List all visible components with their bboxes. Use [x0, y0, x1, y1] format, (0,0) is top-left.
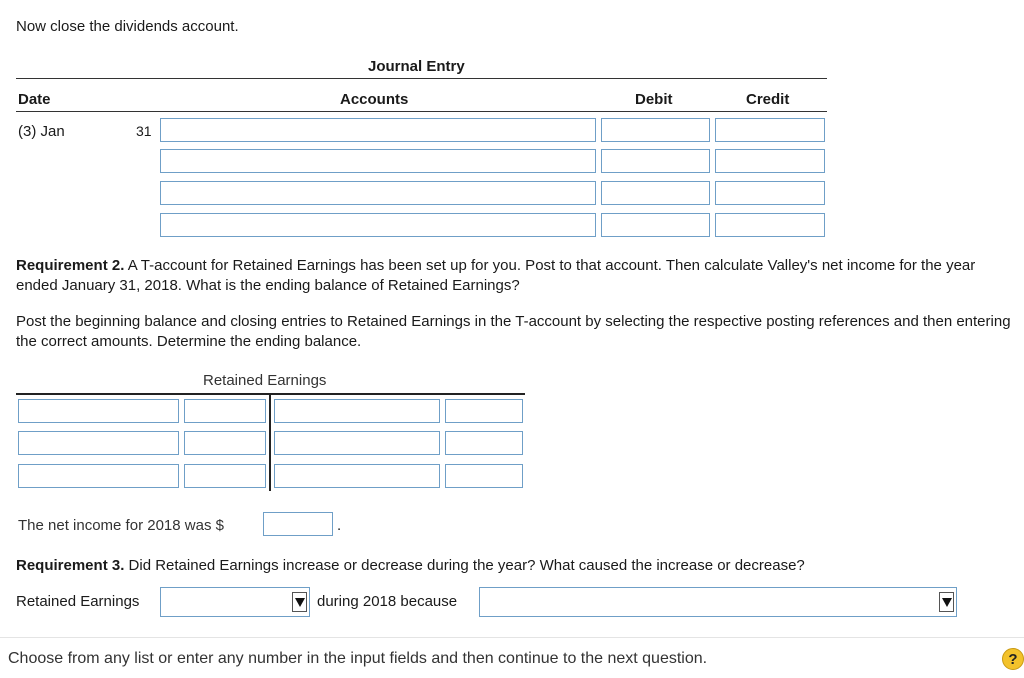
- taccount-left-amount-2[interactable]: [184, 431, 266, 455]
- account-input-2[interactable]: [160, 149, 596, 173]
- requirement-2-text: A T-account for Retained Earnings has been set up for you. Post to that account. Then calculate Valley's net income for the year ended January 31, 2018. What is the ending balance of Retained Earnings?: [16, 257, 976, 294]
- increase-decrease-select[interactable]: [160, 587, 310, 617]
- cause-select[interactable]: [479, 587, 957, 617]
- credit-input-4[interactable]: [715, 213, 825, 237]
- account-input-1[interactable]: [160, 118, 596, 142]
- requirement-2: [16, 256, 1020, 296]
- credit-input-1[interactable]: [715, 118, 825, 142]
- instruction-text: Now close the dividends account.: [16, 18, 239, 35]
- net-income-input[interactable]: [263, 512, 333, 536]
- journal-title: Journal Entry: [368, 58, 465, 75]
- col-header-date: Date: [18, 91, 51, 108]
- debit-input-1[interactable]: [601, 118, 710, 142]
- taccount-left-ref-3[interactable]: [18, 464, 179, 488]
- col-header-credit: Credit: [746, 91, 790, 108]
- requirement-3: [16, 556, 1020, 576]
- entry-date-label: (3) Jan: [18, 123, 65, 140]
- taccount-right-amount-1[interactable]: [445, 399, 523, 423]
- net-income-period: .: [337, 517, 342, 534]
- re-middle-label: during 2018 because: [317, 593, 458, 610]
- entry-day: 31: [136, 123, 152, 139]
- debit-input-3[interactable]: [601, 181, 710, 205]
- col-header-accounts: Accounts: [340, 91, 409, 108]
- requirement-3-label: Requirement 3.: [16, 557, 125, 574]
- taccount-right-ref-3[interactable]: [274, 464, 440, 488]
- account-input-3[interactable]: [160, 181, 596, 205]
- taccount-left-amount-1[interactable]: [184, 399, 266, 423]
- taccount-left-ref-2[interactable]: [18, 431, 179, 455]
- taccount-left-ref-1[interactable]: [18, 399, 179, 423]
- debit-input-2[interactable]: [601, 149, 710, 173]
- taccount-right-ref-2[interactable]: [274, 431, 440, 455]
- net-income-label: The net income for 2018 was $: [18, 517, 224, 534]
- taccount-right-amount-3[interactable]: [445, 464, 523, 488]
- credit-input-3[interactable]: [715, 181, 825, 205]
- dropdown-arrow-icon[interactable]: [939, 592, 954, 612]
- footer-divider: [0, 637, 1024, 638]
- help-icon[interactable]: ?: [1002, 648, 1024, 670]
- footer-instruction: Choose from any list or enter any number in the input fields and then continue to the next question.: [8, 650, 708, 667]
- debit-input-4[interactable]: [601, 213, 710, 237]
- journal-header-rule: [16, 111, 827, 112]
- taccount-right-amount-2[interactable]: [445, 431, 523, 455]
- taccount-right-ref-1[interactable]: [274, 399, 440, 423]
- taccount-left-amount-3[interactable]: [184, 464, 266, 488]
- dropdown-arrow-icon[interactable]: [292, 592, 307, 612]
- journal-title-rule: [16, 78, 827, 79]
- re-prefix-label: Retained Earnings: [16, 593, 140, 610]
- requirement-3-text: Did Retained Earnings increase or decrease during the year? What caused the increase or decrease?: [124, 557, 805, 574]
- account-input-4[interactable]: [160, 213, 596, 237]
- requirement-2-label: Requirement 2.: [16, 257, 125, 274]
- credit-input-2[interactable]: [715, 149, 825, 173]
- col-header-debit: Debit: [635, 91, 673, 108]
- taccount-divider: [269, 393, 271, 491]
- post-instruction: Post the beginning balance and closing entries to Retained Earnings in the T-account by selecting the respective posting references and then entering the correct amounts. Determine the ending balance.: [16, 313, 1011, 350]
- taccount-title: Retained Earnings: [203, 372, 327, 389]
